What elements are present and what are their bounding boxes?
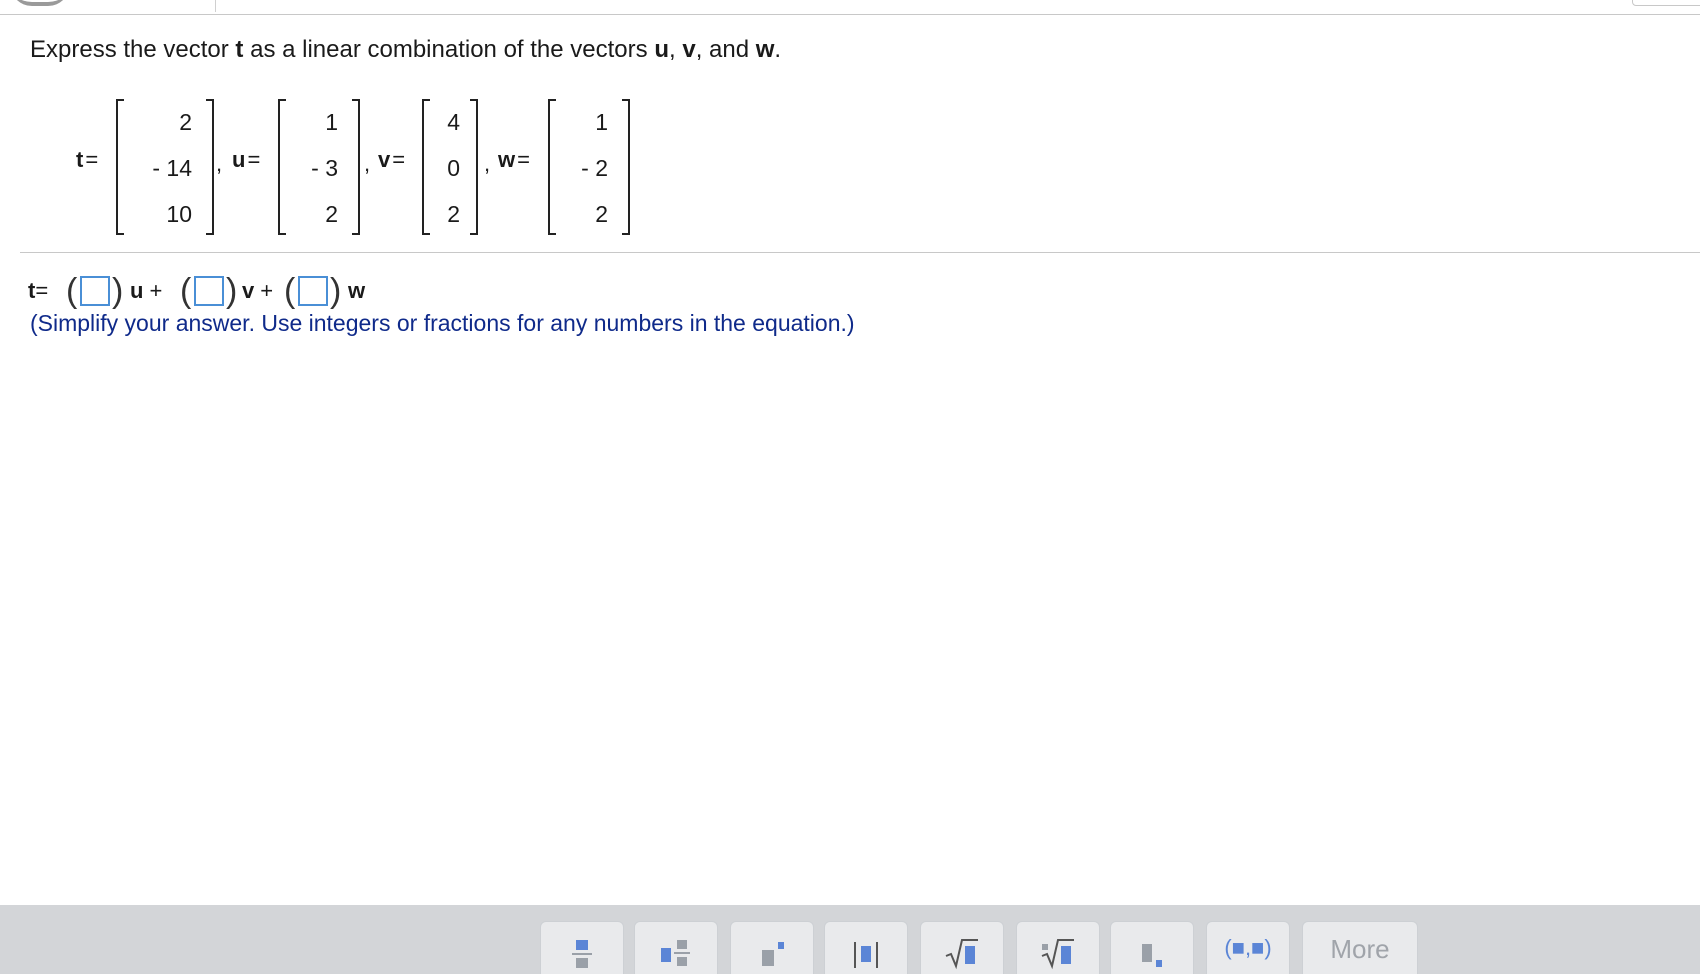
- close-paren: ): [112, 272, 124, 310]
- question-prefix: Express the vector: [30, 36, 236, 63]
- square-root-icon: [944, 936, 980, 972]
- section-divider: [20, 252, 1700, 253]
- exponent-icon: [758, 936, 786, 972]
- absolute-value-button[interactable]: [824, 921, 908, 974]
- top-right-button[interactable]: [1632, 0, 1700, 6]
- vector-u-label: u=: [232, 147, 261, 172]
- answer-u-term: u +: [130, 278, 163, 303]
- mixed-number-button[interactable]: [634, 921, 718, 974]
- top-divider: [215, 0, 216, 12]
- coefficient-u-input[interactable]: [80, 276, 110, 306]
- mixed-number-icon: [659, 936, 693, 972]
- close-paren: ): [226, 272, 238, 310]
- vector-v-matrix: 4 0 2: [422, 99, 478, 235]
- vector-u-matrix: 1 - 3 2: [278, 99, 360, 235]
- vector-t-label: t=: [76, 147, 99, 172]
- vector-t-matrix: 2 - 14 10: [116, 99, 214, 235]
- open-paren: (: [180, 272, 192, 310]
- comma: ,: [484, 151, 491, 176]
- question-sep2: , and: [695, 36, 756, 63]
- question-suffix: .: [774, 36, 782, 63]
- question-u: u: [654, 36, 669, 63]
- fraction-icon: [570, 936, 594, 972]
- question-v: v: [682, 36, 696, 63]
- vector-definitions: [0, 95, 700, 241]
- vector-w-label: w=: [498, 147, 530, 172]
- header-rule: [0, 14, 1700, 15]
- ordered-pair-icon: (■,■): [1224, 935, 1272, 960]
- answer-w-term: w: [348, 278, 366, 303]
- question-t: t: [235, 36, 244, 63]
- subscript-icon: [1138, 936, 1166, 972]
- nth-root-icon: [1040, 936, 1076, 972]
- question-text: [30, 36, 781, 64]
- vector-w-matrix: 1 - 2 2: [548, 99, 630, 235]
- absolute-value-icon: [851, 936, 881, 972]
- coefficient-v-input[interactable]: [194, 276, 224, 306]
- math-palette-toolbar: [0, 905, 1700, 974]
- exponent-button[interactable]: [730, 921, 814, 974]
- nth-root-button[interactable]: [1016, 921, 1100, 974]
- fraction-button[interactable]: [540, 921, 624, 974]
- question-sep1: ,: [668, 36, 683, 63]
- answer-hint: (Simplify your answer. Use integers or fractions for any numbers in the equation.): [30, 310, 855, 336]
- comma: ,: [216, 151, 223, 176]
- subscript-button[interactable]: [1110, 921, 1194, 974]
- square-root-button[interactable]: [920, 921, 1004, 974]
- comma: ,: [364, 151, 371, 176]
- answer-v-term: v +: [242, 278, 274, 303]
- question-w: w: [755, 36, 775, 63]
- coefficient-w-input[interactable]: [298, 276, 328, 306]
- question-mid: as a linear combination of the vectors: [243, 36, 655, 63]
- top-arc-decoration: [10, 0, 70, 6]
- more-button[interactable]: More: [1302, 921, 1418, 974]
- ordered-pair-button[interactable]: [1206, 921, 1290, 974]
- open-paren: (: [66, 272, 78, 310]
- close-paren: ): [330, 272, 342, 310]
- answer-lhs: t=: [28, 278, 49, 303]
- vector-v-label: v=: [378, 147, 406, 172]
- open-paren: (: [284, 272, 296, 310]
